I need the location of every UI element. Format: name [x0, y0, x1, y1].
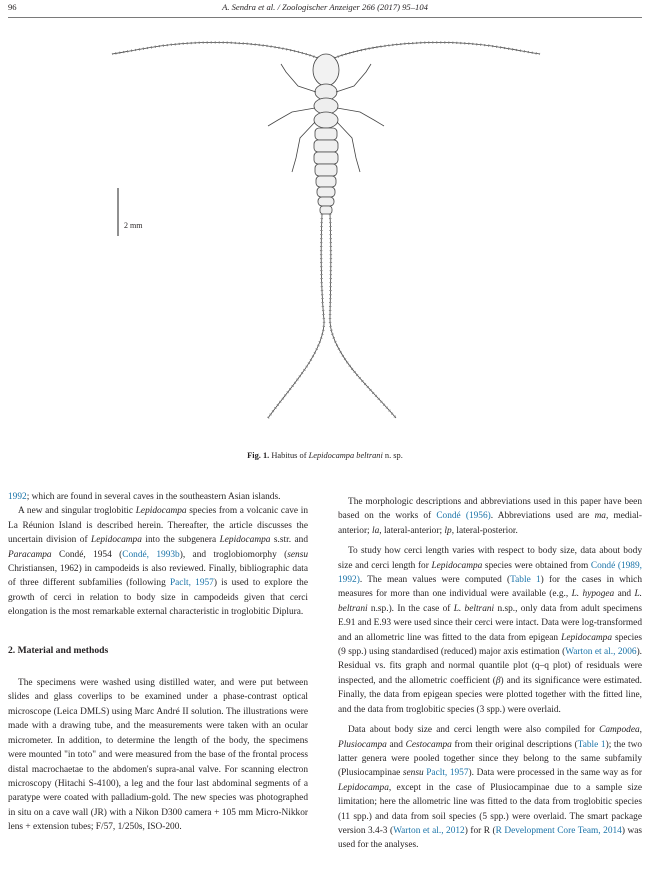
citation-link[interactable]: R Development Core Team, 2014: [495, 825, 622, 836]
italic-term: Lepidocampa: [561, 632, 612, 643]
italic-term: Lepidocampa: [219, 535, 271, 546]
right-cercus: [330, 214, 396, 418]
citation-link[interactable]: Condé (1956): [436, 511, 491, 522]
caption-label: Fig. 1.: [247, 451, 270, 460]
text-run: Christiansen, 1962) in campodeids is also reviewed. Finally, bibliographic data of three different subfamilies (following: [8, 564, 308, 589]
caption-pre: Habitus of: [271, 451, 307, 460]
text-run: The morphologic descriptions and abbreviations used in this paper have been based on the works of: [338, 497, 642, 522]
figure-1: [0, 20, 650, 450]
italic-term: L. beltrani: [338, 589, 642, 614]
text-run: ) and its significance were estimated. Finally, the data from epigean species were plotted together with the fitted line, and the data from troglobitic species (3 spp.) were overlaid.: [338, 675, 642, 715]
text-run: n.sp., only data from adult specimens E.91 and E.93 were used since their cerci were intact. Data were log-transformed and an allometric line was fitted to the data from epigean: [338, 603, 642, 643]
text-run: ) for R (: [464, 825, 496, 836]
caption-post: n. sp.: [384, 451, 403, 460]
right-paragraph-1: [338, 495, 642, 538]
text-run: , lateral-posterior.: [451, 525, 518, 536]
text-run: Data about body size and cerci length were also compiled for: [348, 725, 600, 736]
specimen-drawing: [0, 20, 650, 450]
text-run: and: [386, 739, 406, 750]
right-leg-3: [337, 122, 360, 172]
citation-link[interactable]: Paclt, 1957: [426, 768, 469, 779]
italic-term: Lepidocampa: [135, 506, 187, 517]
right-leg-1: [336, 64, 371, 92]
left-column: [8, 490, 308, 835]
left-antenna-hatch: [112, 42, 318, 58]
text-run: species were obtained from: [482, 560, 591, 571]
abdomen: [314, 128, 338, 214]
running-head: A. Sendra et al. / Zoologischer Anzeiger 266 (2017) 95–104: [222, 2, 428, 12]
left-paragraph-3: [8, 676, 308, 834]
text-run: species (9 spp.) using standardised (reduced) major axis estimation (: [338, 632, 643, 658]
left-paragraph-2: [8, 504, 308, 619]
page-number: 96: [8, 2, 17, 12]
text-run: ). Data were processed in the same way as for: [468, 768, 643, 779]
left-antenna: [112, 42, 318, 58]
figure-caption: [0, 451, 650, 460]
text-run: To study how cerci length varies with respect to body size, data about body size and cerci length for: [338, 546, 642, 571]
text-run: ) is used to explore the growth of cerci in relation to body size in campodeids given that cerci elongation is the most remarkable external characteristic in troglobitic Diplura.: [8, 578, 308, 618]
text-run: The specimens were washed using distilled water, and were put between slides and glass coverlips to be examined under a phase-contrast optical microscope (Leica DMLS) using Marc André II solution. The illustrations were made with a drawing tube, and the measurements were taken with an ocular micrometer. In addition, to determine the length of the body, the specimens were mounted "in toto" and were measured from the base of the frontal process distal macrochaetae to the abdomen's supra-anal valve. For scanning electron microscopy (Hitachi S-4100), a leg and the four last abdominal segments of a paratype were coated with palladium-gold. The new species was photographed in situ on a cave wall (JR) with a Nikon D300 camera + 105 mm Micro-Nikkor lens + extension tubes; F/57, 1/250s, ISO-200.: [8, 678, 308, 833]
header-rule: [8, 17, 642, 18]
italic-term: sensu: [402, 768, 424, 779]
citation-link[interactable]: Table 1: [510, 575, 541, 586]
right-column: [338, 495, 642, 853]
metanotum: [314, 112, 338, 128]
italic-term: lp: [444, 525, 452, 536]
left-paragraph-1: [8, 490, 308, 504]
citation-link[interactable]: 1992: [8, 492, 27, 502]
text-run: , medial-anterior;: [338, 511, 642, 536]
text-run: ), and troglobiomorphy (: [179, 549, 288, 560]
italic-term: Paracampa: [8, 549, 52, 560]
right-paragraph-3: [338, 723, 642, 853]
italic-term: Lepidocampa: [91, 535, 142, 546]
text-run: , except in the case of Plusiocampinae due to a sample size limitation; here the allometric line was fitted to the data from troglobitic species (11 spp.) and data from soil species (5 spp.) were overlaid. The smart package version 3.4-3 (: [338, 782, 642, 836]
text-run: . Abbreviations used are: [490, 511, 595, 522]
italic-term: Campodea: [599, 725, 640, 736]
scale-bar-label: 2 mm: [124, 221, 143, 230]
text-run: and: [614, 589, 635, 600]
right-cercus-hatch: [330, 214, 396, 418]
italic-term: Lepidocampa: [431, 560, 483, 571]
italic-term: sensu: [287, 549, 308, 560]
caption-taxon: Lepidocampa beltrani: [308, 451, 383, 460]
text-run: Condé, 1954 (: [51, 549, 123, 560]
text-run: ); the two latter genera were pooled together since they belong to the same subfamily (Plusiocampinae: [338, 739, 643, 779]
text-run: n.sp.). In the case of: [367, 603, 454, 614]
citation-link[interactable]: Warton et al., 2006: [565, 647, 637, 658]
text-run: ). Residual vs. fits graph and normal quantile plot (q–q plot) of residuals were inspected, and the allometric coefficient (: [338, 647, 643, 686]
text-run: into the subgenera: [141, 535, 220, 546]
left-cercus: [268, 214, 324, 418]
italic-term: Lepidocampa: [338, 782, 389, 793]
right-leg-2: [337, 108, 384, 126]
right-antenna-hatch: [334, 42, 540, 58]
italic-term: L. hypogea: [571, 589, 615, 600]
citation-link[interactable]: Condé, 1993b: [122, 549, 180, 560]
italic-term: L. beltrani: [453, 603, 495, 614]
right-paragraph-2: [338, 544, 642, 717]
citation-link[interactable]: Table 1: [577, 739, 606, 750]
right-antenna: [334, 42, 540, 58]
left-leg-3: [292, 122, 315, 172]
left-cercus-hatch: [268, 214, 324, 418]
italic-term: β: [495, 675, 501, 686]
text-run: . The mean values were computed (: [359, 575, 511, 586]
text-run: s.str. and: [270, 535, 308, 546]
italic-term: Plusiocampa: [338, 739, 387, 750]
text-run: ; which are found in several caves in the southeastern Asian islands.: [26, 492, 281, 502]
text-run: , lateral-anterior;: [379, 525, 445, 536]
text-run: A new and singular troglobitic: [18, 506, 136, 517]
italic-term: Cestocampa: [405, 739, 452, 750]
left-leg-2: [268, 108, 315, 126]
citation-link[interactable]: Warton et al., 2012: [393, 825, 465, 836]
text-run: ) was used for the analyses.: [338, 825, 642, 851]
text-run: species from a volcanic cave in La Réunion Island is described herein. Thereafter, the article discusses the uncertain division of: [8, 506, 308, 546]
text-run: ) for the cases in which measures for more than one individual were available (e.g.,: [338, 575, 643, 600]
left-leg-1: [281, 64, 316, 92]
citation-link[interactable]: Condé (1989, 1992): [338, 560, 642, 586]
head: [313, 54, 339, 86]
page-header: [0, 2, 650, 16]
section-heading: 2. Material and methods: [8, 644, 109, 656]
italic-term: ma: [594, 511, 606, 522]
citation-link[interactable]: Paclt, 1957: [169, 578, 214, 589]
text-run: from their original descriptions (: [451, 739, 578, 750]
text-run: ,: [639, 725, 642, 736]
italic-term: la: [372, 525, 380, 536]
